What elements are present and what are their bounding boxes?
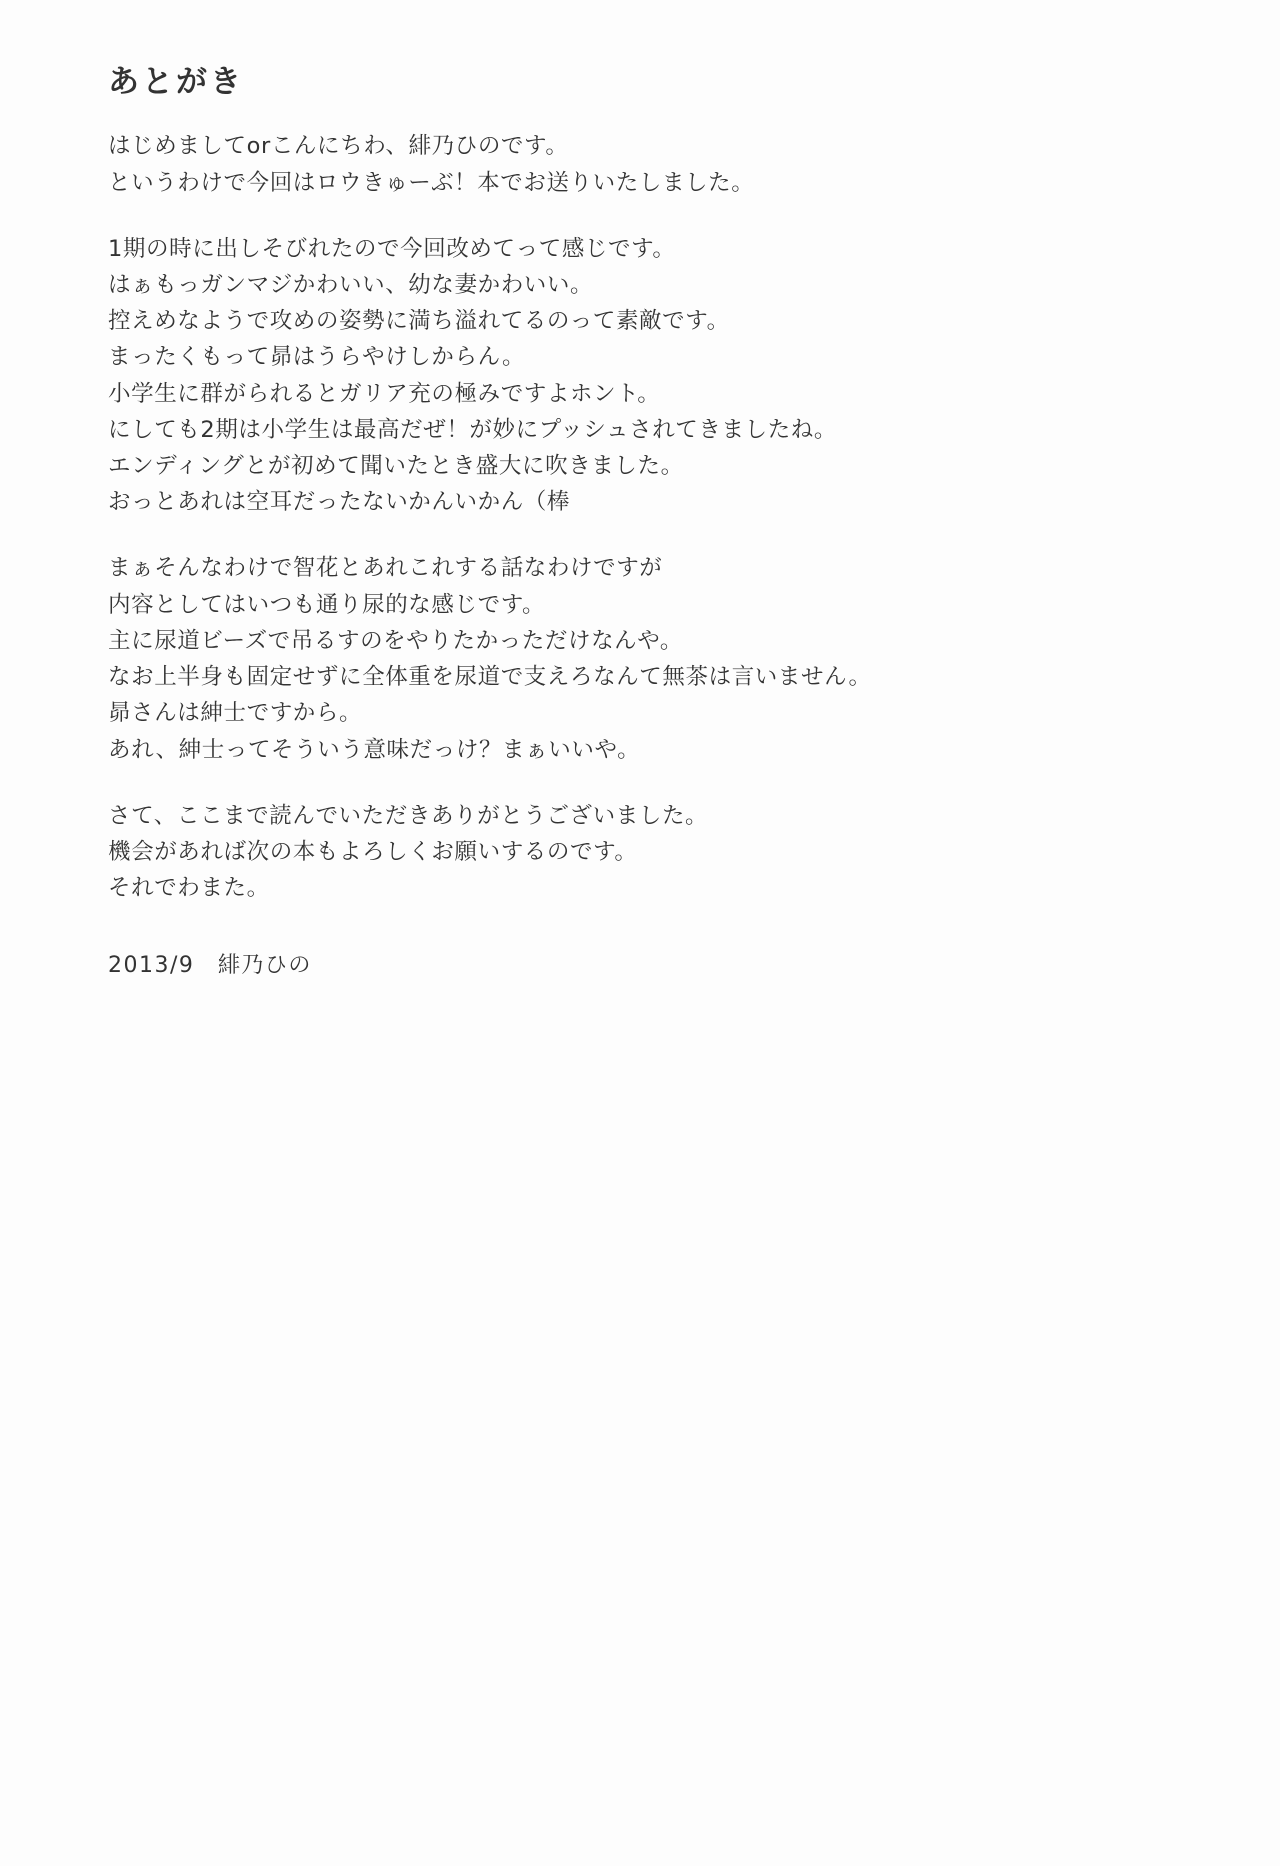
- text-line: 1期の時に出しそびれたので今回改めてって感じです。: [108, 235, 676, 262]
- text-line: 控えめなようで攻めの姿勢に満ち溢れてるのって素敵です。: [108, 308, 730, 335]
- text-line: 機会があれば次の本もよろしくお願いするのです。: [108, 839, 638, 866]
- text-line: あれ、紳士ってそういう意味だっけ？まぁいいや。: [108, 736, 641, 763]
- text-line: 内容としてはいつも通り尿的な感じです。: [108, 591, 546, 618]
- text-line: エンディングとが初めて聞いたとき盛大に吹きました。: [108, 453, 684, 480]
- text-line: というわけで今回はロウきゅーぶ！本でお送りいたしました。: [108, 169, 755, 196]
- text-line: なお上半身も固定せずに全体重を尿道で支えろなんて無茶は言いません。: [108, 664, 872, 691]
- signature-line: 2013/9 緋乃ひの: [108, 953, 312, 979]
- text-line: まぁそんなわけで智花とあれこれする話なわけですが: [108, 555, 663, 582]
- page-title: あとがき: [108, 64, 244, 100]
- text-line: にしても2期は小学生は最高だぜ！が妙にプッシュされてきましたね。: [108, 416, 837, 443]
- paragraph-closing: [108, 798, 1108, 907]
- text-line: 主に尿道ビーズで吊るすのをやりたかっただけなんや。: [108, 627, 684, 654]
- afterword-section: [108, 62, 1108, 979]
- text-line: 昴さんは紳士ですから。: [108, 700, 363, 727]
- text-line: 小学生に群がられるとガリア充の極みですよホント。: [108, 380, 661, 407]
- paragraph-intro: [108, 128, 1108, 200]
- text-line: それでわまた。: [108, 875, 270, 902]
- text-line: おっとあれは空耳だったないかんいかん（棒: [108, 489, 571, 516]
- text-line: はぁもっガンマジかわいい、幼な妻かわいい。: [108, 271, 594, 298]
- text-line: まったくもって昴はうらやけしからん。: [108, 344, 526, 371]
- paragraph-body-1: [108, 231, 1108, 521]
- text-line: さて、ここまで読んでいただきありがとうございました。: [108, 802, 709, 829]
- paragraph-body-2: [108, 550, 1108, 767]
- text-line: はじめましてorこんにちわ、緋乃ひのです。: [108, 133, 569, 160]
